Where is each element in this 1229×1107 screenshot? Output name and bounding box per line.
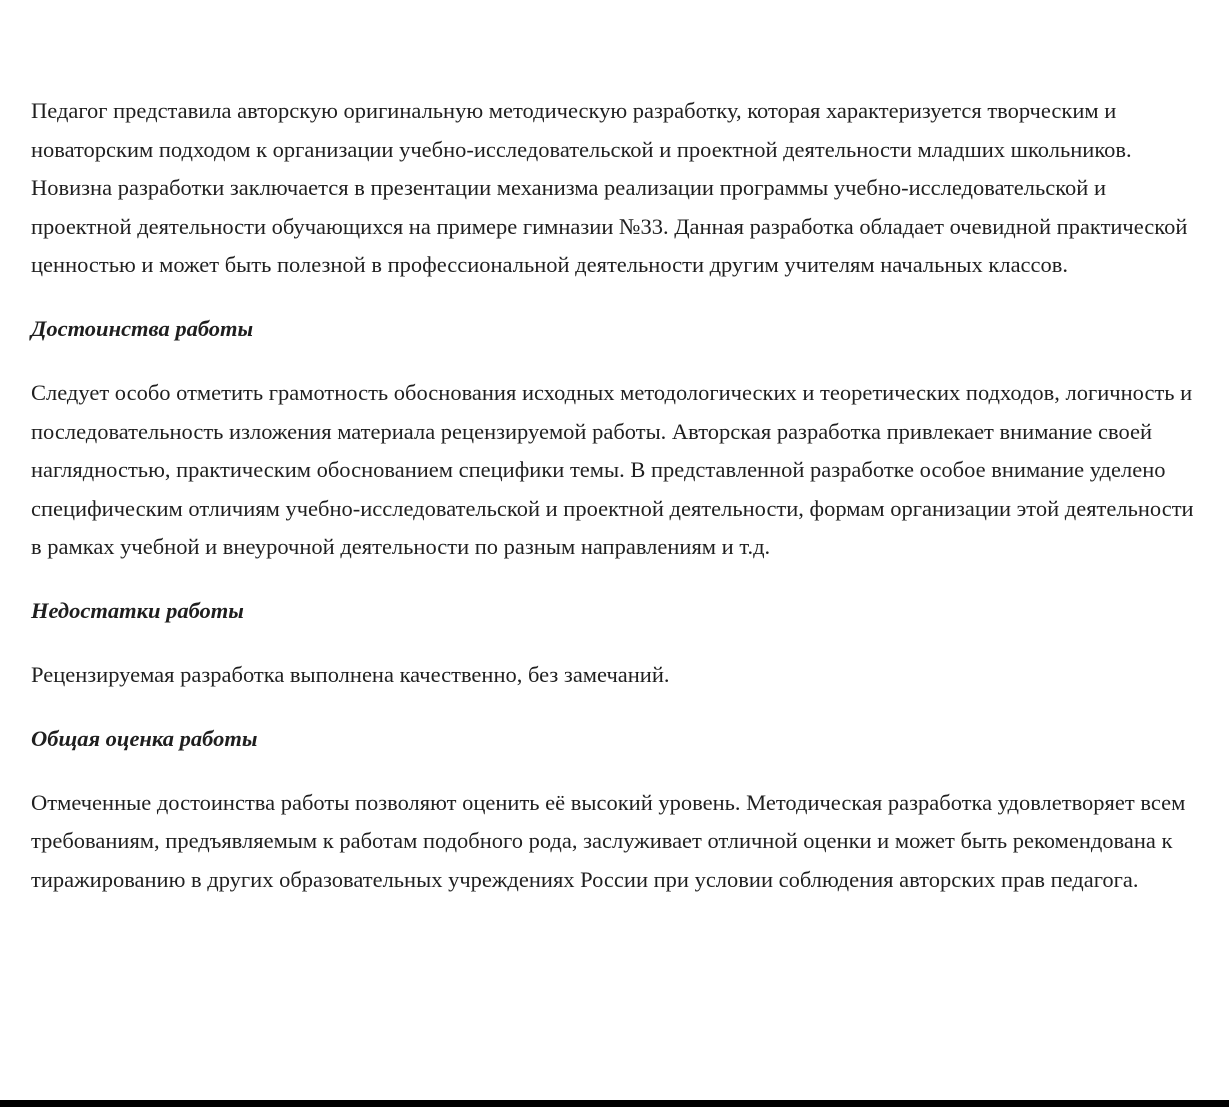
section-heading-merits: Достоинства работы [31,315,254,341]
section-text-overall: Отмеченные достоинства работы позволяют оценить её высокий уровень. Методическая разработка удовлетворяет всем требованиям, предъявляемым к работам подобного рода, заслуживает отличной оценки и может быть рекомендована к тиражированию в других образовательных учреждениях России при условии соблюдения авторских прав педагога. [31,789,1186,892]
section-heading-shortcomings: Недостатки работы [31,597,244,623]
document-page [31,92,1203,899]
section-text-merits: Следует особо отметить грамотность обоснования исходных методологических и теоретических подходов, логичность и последовательность изложения материала рецензируемой работы. Авторская разработка привлекает внимание своей наглядностью, практическим обоснованием специфики темы. В представленной разработке особое внимание уделено специфическим отличиям учебно-исследовательской и проектной деятельности, формам организации этой деятельности в рамках учебной и внеурочной деятельности по разным направлениям и т.д. [31,379,1194,560]
section-heading-overall: Общая оценка работы [31,725,258,751]
intro-paragraph: Педагог представила авторскую оригинальную методическую разработку, которая характеризуется творческим и новаторским подходом к организации учебно-исследовательской и проектной деятельности младших школьников. Новизна разработки заключается в презентации механизма реализации программы учебно-исследовательской и проектной деятельности обучающихся на примере гимназии №33. Данная разработка обладает очевидной практической ценностью и может быть полезной в профессиональной деятельности другим учителям начальных классов. [31,98,1188,278]
bottom-border-line [0,1100,1229,1107]
section-text-shortcomings: Рецензируемая разработка выполнена качественно, без замечаний. [31,661,670,687]
